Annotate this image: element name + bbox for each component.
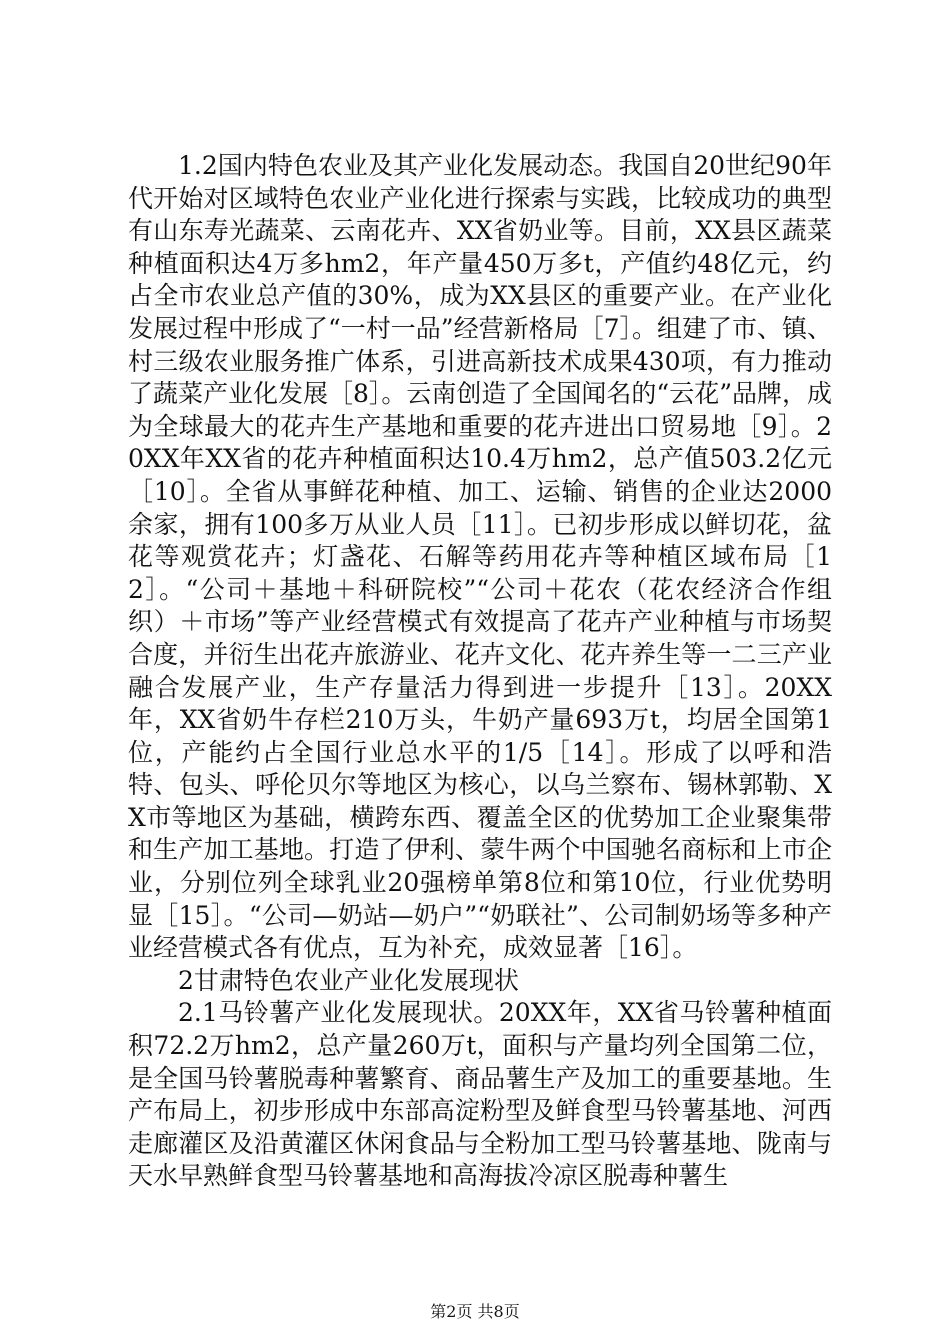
- page-number-footer: 第2页 共8页: [430, 1302, 520, 1321]
- paragraph-potato-industry: 2.1马铃薯产业化发展现状。20XX年，XX省马铃薯种植面积72.2万hm2，总产量260万t，面积与产量均列全国第二位，是全国马铃薯脱毒种薯繁育、商品薯生产及加工的重要基地。生产布局上，初步形成中东部高淀粉型及鲜食型马铃薯基地、河西走廊灌区及沿黄灌区休闲食品与全粉加工型马铃薯基地、陇南与天水早熟鲜食型马铃薯基地和高海拔冷凉区脱毒种薯生: [128, 998, 832, 1191]
- section-heading-gansu: 2甘肃特色农业产业化发展现状: [178, 965, 519, 995]
- paragraph-domestic-specialty-agriculture: 1.2国内特色农业及其产业化发展动态。我国自20世纪90年代开始对区域特色农业产业化进行探索与实践，比较成功的典型有山东寿光蔬菜、云南花卉、XX省奶业等。目前，XX县区蔬菜种植面积达4万多hm2，年产量450万多t，产值约48亿元，约占全市农业总产值的30%，成为XX县区的重要产业。在产业化发展过程中形成了“一村一品”经营新格局［7］。组建了市、镇、村三级农业服务推广体系，引进高新技术成果430项，有力推动了蔬菜产业化发展［8］。云南创造了全国闻名的“云花”品牌，成为全球最大的花卉生产基地和重要的花卉进出口贸易地［9］。20XX年XX省的花卉种植面积达10.4万hm2，总产值503.2亿元［10］。全省从事鲜花种植、加工、运输、销售的企业达2000余家，拥有100多万从业人员［11］。已初步形成以鲜切花，盆花等观赏花卉；灯盏花、石解等药用花卉等种植区域布局［12］。“公司＋基地＋科研院校”“公司＋花农（花农经济合作组织）＋市场”等产业经营模式有效提高了花卉产业种植与市场契合度，并衍生出花卉旅游业、花卉文化、花卉养生等一二三产业融合发展产业，生产存量活力得到进一步提升［13］。20XX年，XX省奶牛存栏210万头，牛奶产量693万t，均居全国第1位，产能约占全国行业总水平的1/5［14］。形成了以呼和浩特、包头、呼伦贝尔等地区为核心，以乌兰察布、锡林郭勒、XX市等地区为基础，横跨东西、覆盖全区的优势加工企业聚集带和生产加工基地。打造了伊利、蒙牛两个中国驰名商标和上市企业，分别位列全球乳业20强榜单第8位和第10位，行业优势明显［15］。“公司—奶站—奶户”“奶联社”、公司制奶场等多种产业经营模式各有优点，互为补充，成效显著［16］。: [128, 151, 832, 963]
- document-body: [128, 150, 832, 1193]
